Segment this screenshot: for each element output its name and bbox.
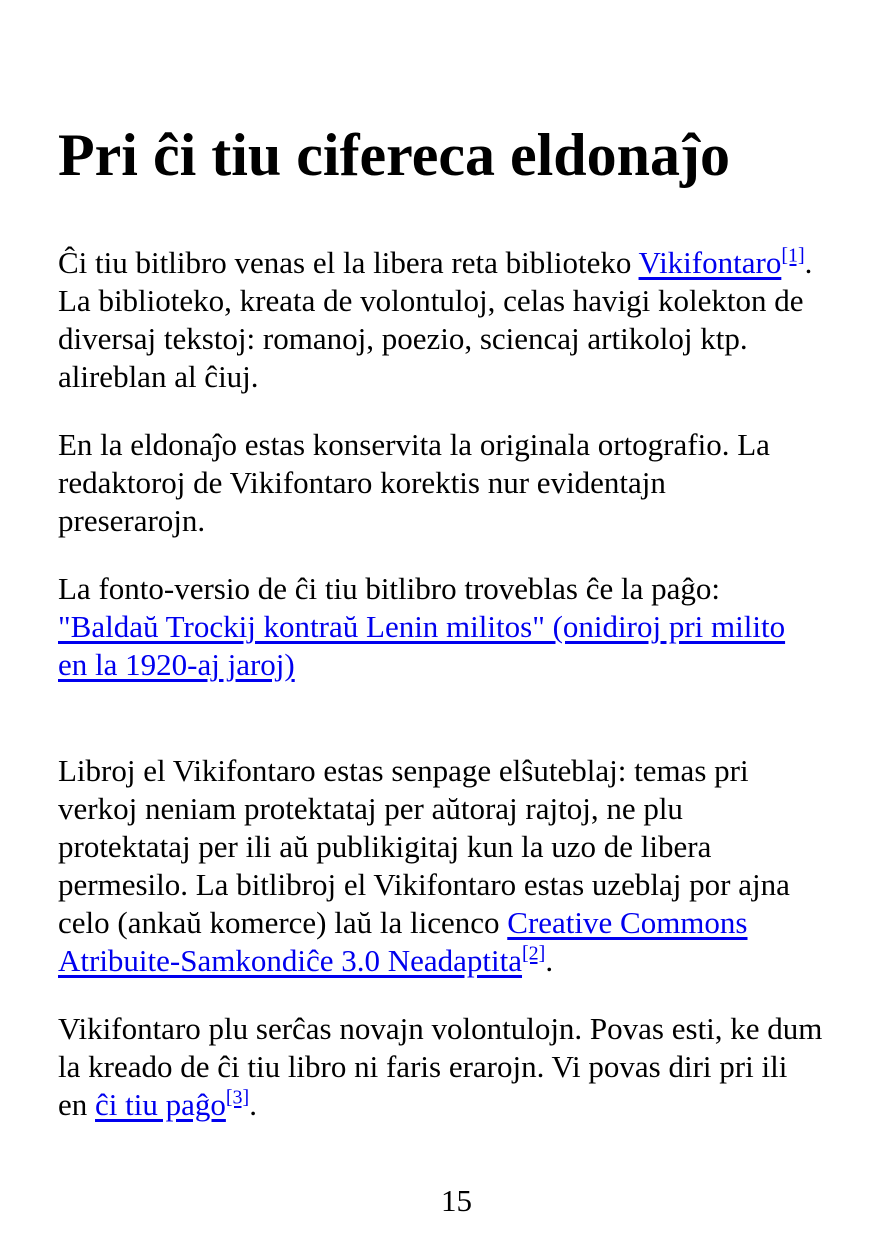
feedback-page-link[interactable]: ĉi tiu paĝo xyxy=(95,1087,226,1122)
footnote-3-link-sup xyxy=(226,1087,249,1109)
text-run: protektataj per ili aŭ publikigitaj kun la uzo de libera xyxy=(58,829,712,864)
text-run: . xyxy=(804,245,813,280)
text-run: diversaj tekstoj: romanoj, poezio, sciencaj artikoloj ktp. xyxy=(58,321,748,356)
body-text xyxy=(58,244,855,1124)
text-run: permesilo. La bitlibroj el Vikifontaro estas uzeblaj por ajna xyxy=(58,867,790,902)
cc-license-link[interactable]: Atribuite-Samkondiĉe 3.0 Neadaptita xyxy=(58,943,523,978)
text-run: Libroj el Vikifontaro estas senpage elŝuteblaj: temas pri xyxy=(58,753,749,788)
footnote-2-link[interactable]: [2] xyxy=(522,942,546,965)
page-number: 15 xyxy=(441,1183,472,1218)
footnote-2-link-sup xyxy=(522,943,545,965)
text-run: alireblan al ĉiuj. xyxy=(58,359,259,394)
text-run: la kreado de ĉi tiu libro ni faris erarojn. Vi povas diri pri ili xyxy=(58,1049,788,1084)
text-run: . xyxy=(545,943,554,978)
cc-license-link[interactable]: Creative Commons xyxy=(507,905,748,940)
vikifontaro-link[interactable]: Vikifontaro xyxy=(638,245,782,280)
text-run: en xyxy=(58,1087,96,1122)
source-page-link[interactable]: "Baldaŭ Trockij kontraŭ Lenin militos" (onidiroj pri milito xyxy=(58,609,786,644)
paragraph-intro xyxy=(58,244,855,396)
text-run: celo (ankaŭ komerce) laŭ la licenco xyxy=(58,905,508,940)
page-title: Pri ĉi tiu cifereca eldonaĵo xyxy=(58,122,731,188)
paragraph-volunteers xyxy=(58,1010,855,1124)
text-run: Ĉi tiu bitlibro venas el la libera reta biblioteko xyxy=(58,245,639,280)
text-run: Vikifontaro plu serĉas novajn volontulojn. Povas esti, ke dum xyxy=(58,1011,823,1046)
text-run: redaktoroj de Vikifontaro korektis nur evidentajn xyxy=(58,465,666,500)
footnote-1-link[interactable]: [1] xyxy=(781,244,805,267)
footnote-1-link-sup xyxy=(781,245,804,267)
text-run: En la eldonaĵo estas konservita la originala ortografio. La xyxy=(58,427,770,462)
text-run: . xyxy=(249,1087,257,1122)
text-run: La biblioteko, kreata de volontuloj, celas havigi kolekton de xyxy=(58,283,804,318)
source-page-link[interactable]: en la 1920-aj jaroj) xyxy=(58,647,295,682)
text-run: verkoj neniam protektataj per aŭtoraj rajtoj, ne plu xyxy=(58,791,683,826)
page-footer xyxy=(58,1182,855,1220)
paragraph-orthography xyxy=(58,426,855,540)
paragraph-license xyxy=(58,752,855,980)
footnote-3-link[interactable]: [3] xyxy=(225,1086,250,1109)
text-run: preserarojn. xyxy=(58,503,206,538)
text-run: La fonto-versio de ĉi tiu bitlibro troveblas ĉe la paĝo: xyxy=(58,571,720,606)
paragraph-source-version xyxy=(58,570,855,684)
